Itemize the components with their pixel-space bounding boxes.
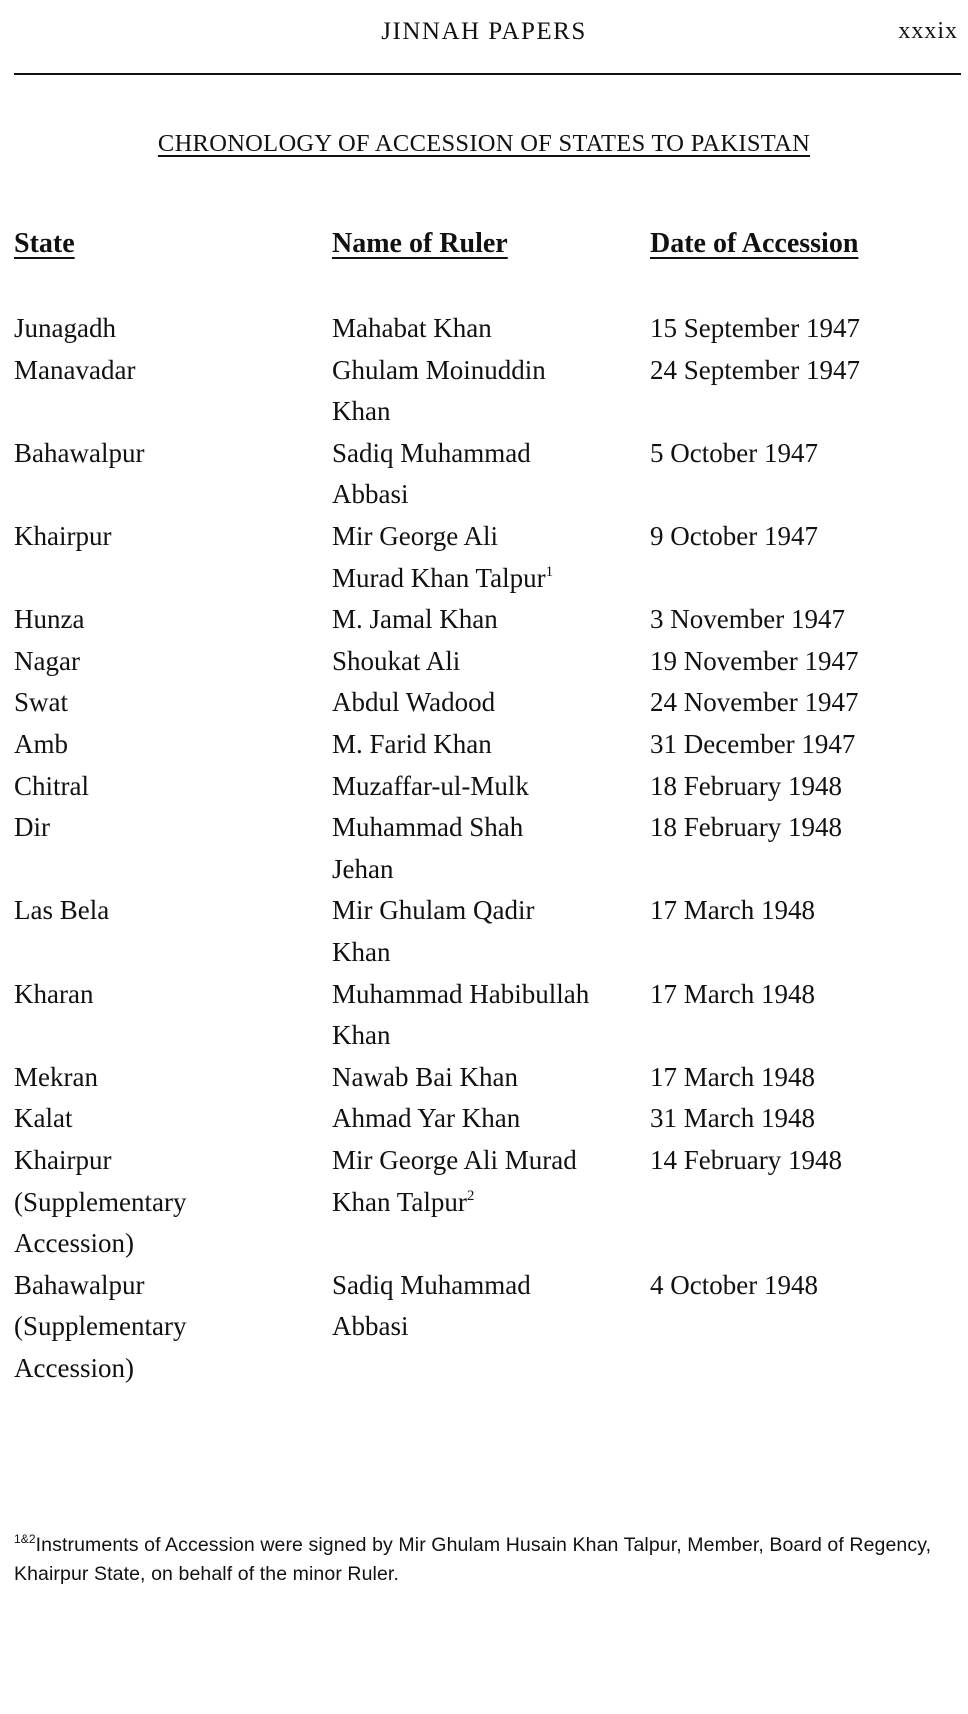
ruler-name: M. Farid Khan bbox=[332, 729, 492, 759]
table-row bbox=[14, 641, 960, 683]
cell-date: 24 September 1947 bbox=[650, 354, 860, 385]
cell-date: 14 February 1948 bbox=[650, 1145, 842, 1175]
cell-ruler bbox=[332, 974, 662, 1057]
cell-ruler bbox=[332, 1098, 662, 1140]
cell-ruler bbox=[332, 599, 662, 641]
cell-state: Dir bbox=[14, 812, 50, 843]
ruler-name: Nawab Bai Khan bbox=[332, 1061, 518, 1092]
cell-ruler bbox=[332, 350, 662, 433]
document-title: CHRONOLOGY OF ACCESSION OF STATES TO PAKISTAN bbox=[157, 130, 811, 157]
cell-date: 17 March 1948 bbox=[650, 895, 815, 926]
table-row bbox=[14, 433, 960, 516]
footnote-marker: 1&2 bbox=[14, 1532, 36, 1546]
column-header-state: State bbox=[14, 228, 75, 259]
cell-state: Mekran bbox=[14, 1061, 98, 1092]
ruler-name: Mir George Ali Murad Khan Talpur bbox=[332, 521, 546, 593]
cell-date: 5 October 1947 bbox=[650, 437, 818, 468]
ruler-name: Sadiq Muhammad Abbasi bbox=[332, 437, 531, 510]
cell-date: 17 March 1948 bbox=[650, 978, 815, 1009]
cell-state: Kharan bbox=[14, 978, 94, 1009]
table-row bbox=[14, 890, 960, 973]
table-row bbox=[14, 1057, 960, 1099]
cell-date: 24 November 1947 bbox=[650, 687, 859, 718]
cell-ruler bbox=[332, 641, 662, 683]
ruler-name: Muhammad Shah Jehan bbox=[332, 812, 524, 884]
ruler-name: Muhammad Habibullah Khan bbox=[332, 978, 590, 1051]
cell-state: Bahawalpur (Supplementary Accession) bbox=[14, 1269, 187, 1383]
cell-date: 31 December 1947 bbox=[650, 729, 856, 759]
cell-date: 3 November 1947 bbox=[650, 604, 845, 635]
cell-date: 18 February 1948 bbox=[650, 812, 842, 843]
cell-date: 15 September 1947 bbox=[650, 313, 860, 343]
cell-ruler bbox=[332, 1265, 662, 1348]
ruler-name: M. Jamal Khan bbox=[332, 604, 498, 635]
cell-state: Junagadh bbox=[14, 313, 116, 343]
cell-ruler bbox=[332, 766, 662, 808]
footnote-reference: 1 bbox=[545, 563, 554, 580]
ruler-name: Ahmad Yar Khan bbox=[332, 1103, 521, 1134]
column-header-date: Date of Accession bbox=[650, 228, 859, 259]
table-row bbox=[14, 516, 960, 599]
cell-date: 4 October 1948 bbox=[650, 1269, 818, 1300]
cell-state: Bahawalpur bbox=[14, 437, 145, 468]
ruler-name: Muzaffar-ul-Mulk bbox=[332, 770, 529, 801]
table-row bbox=[14, 807, 960, 890]
cell-ruler bbox=[332, 516, 662, 599]
ruler-name: Mir Ghulam Qadir Khan bbox=[332, 895, 535, 967]
ruler-name: Abdul Wadood bbox=[332, 687, 496, 718]
table-row bbox=[14, 766, 960, 808]
ruler-name: Ghulam Moinuddin Khan bbox=[332, 354, 546, 427]
cell-date: 17 March 1948 bbox=[650, 1061, 815, 1092]
cell-date: 19 November 1947 bbox=[650, 645, 859, 676]
cell-state: Kalat bbox=[14, 1103, 73, 1134]
cell-date: 9 October 1947 bbox=[650, 521, 818, 551]
cell-state: Swat bbox=[14, 687, 68, 718]
cell-state: Nagar bbox=[14, 645, 80, 676]
running-head bbox=[0, 18, 968, 58]
ruler-name: Mir George Ali Murad Khan Talpur bbox=[332, 1145, 577, 1217]
cell-ruler bbox=[332, 433, 662, 516]
footnote-text: Instruments of Accession were signed by Mir Ghulam Husain Khan Talpur, Member, Board of Regency, Khairpur State, on behalf of the minor Ruler. bbox=[14, 1534, 932, 1585]
cell-ruler bbox=[332, 890, 662, 973]
ruler-name: Mahabat Khan bbox=[332, 313, 492, 343]
cell-ruler bbox=[332, 308, 662, 350]
running-title: JINNAH PAPERS bbox=[381, 18, 587, 45]
accession-table bbox=[14, 228, 960, 1383]
cell-date: 18 February 1948 bbox=[650, 770, 842, 801]
cell-state: Amb bbox=[14, 729, 68, 759]
cell-ruler bbox=[332, 807, 662, 890]
ruler-name: Sadiq Muhammad Abbasi bbox=[332, 1269, 531, 1342]
cell-state: Khairpur (Supplementary Accession) bbox=[14, 1145, 187, 1259]
cell-ruler bbox=[332, 724, 662, 766]
cell-state: Chitral bbox=[14, 770, 89, 801]
table-row bbox=[14, 308, 960, 350]
table-row bbox=[14, 682, 960, 724]
table-row bbox=[14, 974, 960, 1057]
header-rule bbox=[14, 73, 961, 75]
ruler-name: Shoukat Ali bbox=[332, 645, 461, 676]
cell-date: 31 March 1948 bbox=[650, 1103, 815, 1134]
table-row bbox=[14, 350, 960, 433]
cell-ruler bbox=[332, 1140, 662, 1223]
table-row bbox=[14, 1265, 960, 1390]
cell-ruler bbox=[332, 1057, 662, 1099]
table-row bbox=[14, 1098, 960, 1140]
column-header-ruler: Name of Ruler bbox=[332, 228, 508, 259]
table-row bbox=[14, 724, 960, 766]
footnote-reference: 2 bbox=[466, 1187, 475, 1204]
page-number: xxxix bbox=[898, 18, 958, 44]
cell-state: Las Bela bbox=[14, 895, 110, 926]
footnote bbox=[14, 1531, 959, 1589]
table-row bbox=[14, 599, 960, 641]
cell-state: Manavadar bbox=[14, 354, 136, 385]
table-header-row bbox=[14, 228, 960, 298]
table-row bbox=[14, 1140, 960, 1265]
cell-ruler bbox=[332, 682, 662, 724]
cell-state: Khairpur bbox=[14, 521, 112, 551]
cell-state: Hunza bbox=[14, 604, 85, 635]
